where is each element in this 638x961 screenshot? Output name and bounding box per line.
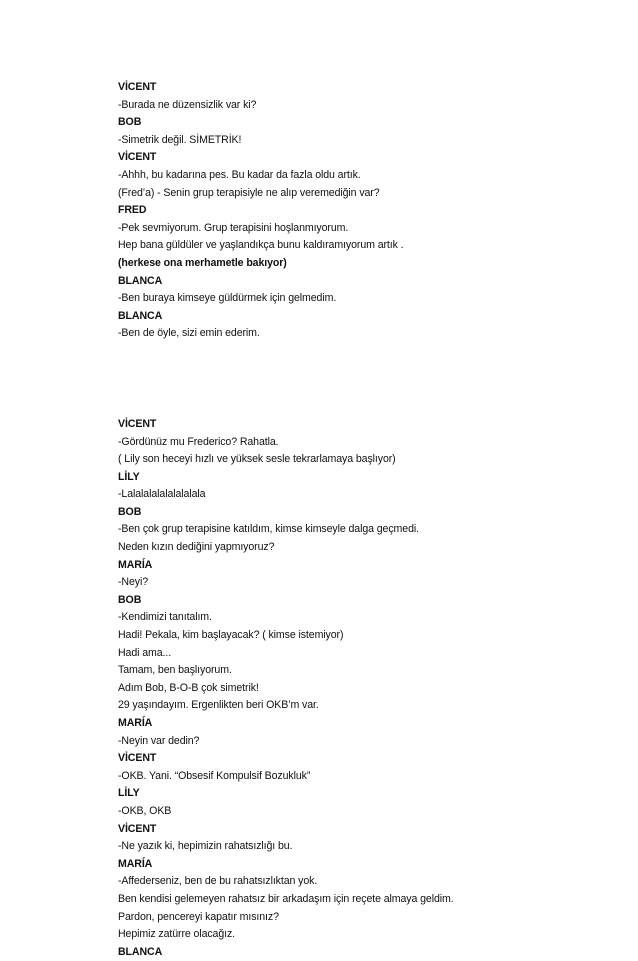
dialogue-line: -Burada ne düzensizlik var ki? — [118, 98, 257, 111]
speaker-name: VİCENT — [118, 81, 157, 93]
speaker-name: VİCENT — [118, 822, 157, 835]
dialogue-line: -Lalalalalalalalalala — [118, 488, 206, 501]
dialogue-line: -OKB, OKB — [118, 804, 172, 817]
dialogue-line: -Ben buraya kimseye güldürmek için gelmedim. — [118, 292, 337, 305]
dialogue-line: -Pek sevmiyorum. Grup terapisini hoşlanmıyorum. — [118, 221, 349, 234]
speaker-name: MARÍA — [118, 857, 153, 870]
scene-block-2 — [118, 416, 618, 961]
dialogue-line: -Ben de öyle, sizi emin ederim. — [118, 327, 260, 340]
dialogue-line: -Simetrik değil. SİMETRİK! — [118, 133, 242, 146]
dialogue-line: 29 yaşındayım. Ergenlikten beri OKB’m var. — [118, 699, 319, 712]
speaker-name: BLANCA — [118, 309, 163, 322]
speaker-name: VİCENT — [118, 151, 157, 164]
dialogue-line: Tamam, ben başlıyorum. — [118, 664, 232, 677]
dialogue-line: -Ben çok grup terapisine katıldım, kimse kimseyle dalga geçmedi. — [118, 523, 419, 536]
speaker-name: MARÍA — [118, 717, 153, 729]
speaker-name: VİCENT — [118, 752, 157, 765]
script-page — [118, 79, 618, 961]
scene-block-1 — [118, 79, 618, 343]
dialogue-line: (Fred’a) - Senin grup terapisiyle ne alıp veremediğin var? — [118, 186, 380, 199]
speaker-name: LİLY — [118, 470, 140, 483]
stage-direction: (herkese ona merhametle bakıyor) — [118, 256, 287, 269]
dialogue-line: Hadi! Pekala, kim başlayacak? ( kimse istemiyor) — [118, 629, 344, 642]
speaker-name: FRED — [118, 204, 147, 217]
speaker-name: BOB — [118, 116, 142, 129]
speaker-name: BOB — [118, 593, 142, 606]
dialogue-line: -Neyi? — [118, 576, 149, 589]
dialogue-line: Neden kızın dediğini yapmıyoruz? — [118, 541, 275, 554]
dialogue-line: Hepimiz zatürre olacağız. — [118, 928, 236, 941]
dialogue-line: Adım Bob, B-O-B çok simetrik! — [118, 681, 259, 694]
dialogue-line: -Ne yazık ki, hepimizin rahatsızlığı bu. — [118, 840, 293, 853]
speaker-name: MARÍA — [118, 558, 153, 571]
dialogue-line: -Kendimizi tanıtalım. — [118, 611, 212, 624]
speaker-name: VİCENT — [118, 417, 157, 430]
dialogue-line: -Affederseniz, ben de bu rahatsızlıktan yok. — [118, 875, 318, 888]
dialogue-line: Pardon, pencereyi kapatır mısınız? — [118, 910, 279, 923]
dialogue-line: Ben kendisi gelemeyen rahatsız bir arkadaşım için reçete almaya geldim. — [118, 892, 454, 905]
dialogue-line: -Gördünüz mu Frederico? Rahatla. — [118, 435, 279, 448]
dialogue-line: -Neyin var dedin? — [118, 734, 200, 747]
speaker-name: BLANCA — [118, 945, 163, 958]
speaker-name: BOB — [118, 505, 142, 518]
dialogue-line: Hadi ama... — [118, 646, 172, 659]
dialogue-line: -OKB. Yani. “Obsesif Kompulsif Bozukluk” — [118, 769, 311, 782]
speaker-name: BLANCA — [118, 274, 163, 287]
dialogue-line: -Ahhh, bu kadarına pes. Bu kadar da fazla oldu artık. — [118, 168, 361, 181]
dialogue-line: Hep bana güldüler ve yaşlandıkça bunu kaldıramıyorum artık . — [118, 239, 404, 252]
speaker-name: LİLY — [118, 787, 140, 800]
dialogue-line: ( Lily son heceyi hızlı ve yüksek sesle tekrarlamaya başlıyor) — [118, 453, 396, 466]
